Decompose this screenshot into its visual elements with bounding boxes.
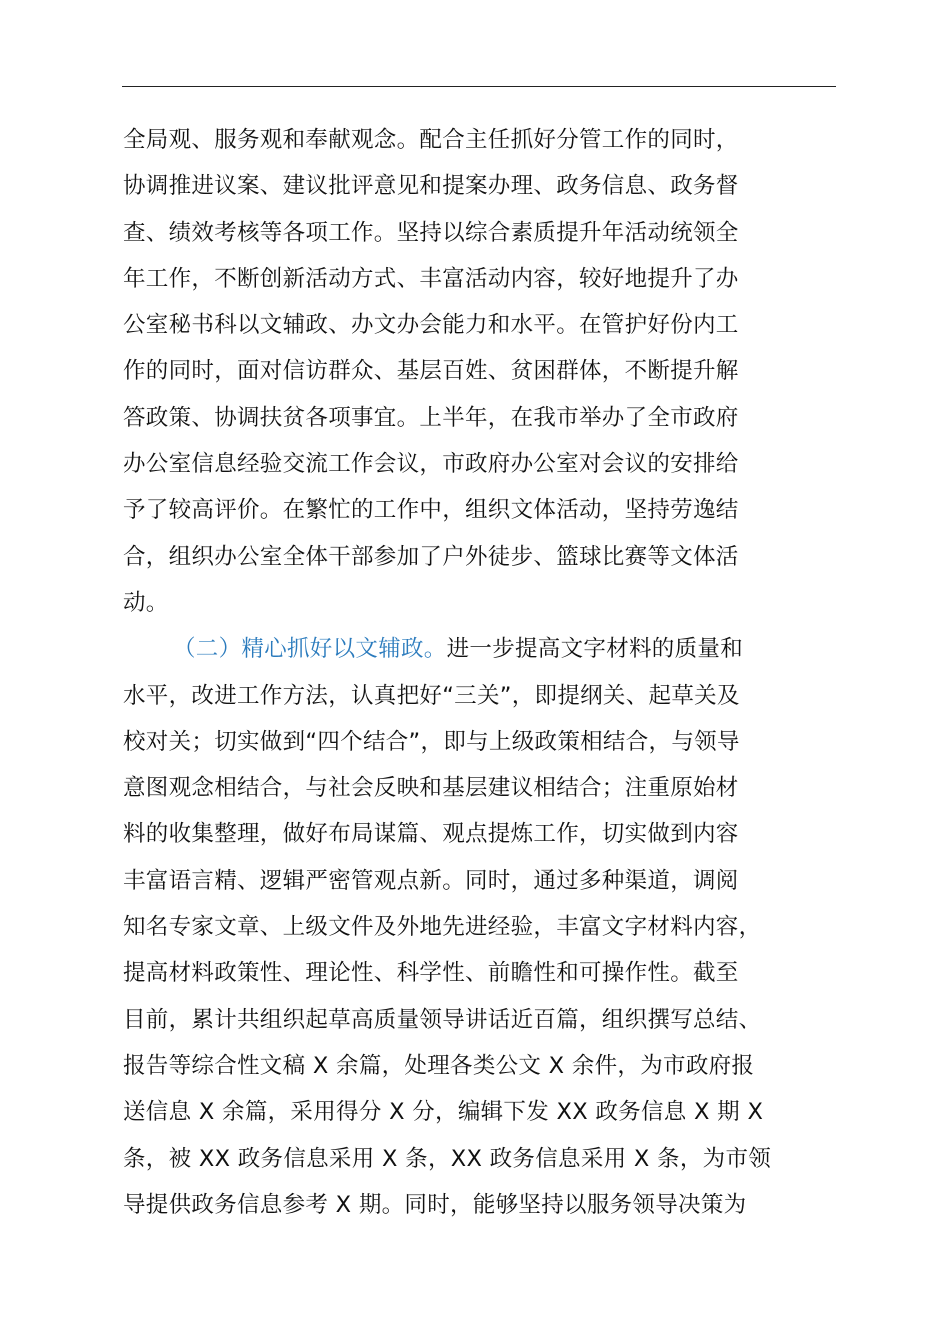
text-line: 丰富语言精、逻辑严密管观点新。同时，通过多种渠道，调阅 — [123, 867, 739, 894]
text-line: 答政策、协调扶贫各项事宜。上半年，在我市举办了全市政府 — [123, 404, 739, 431]
text-line: 查、绩效考核等各项工作。坚持以综合素质提升年活动统领全 — [123, 219, 739, 246]
text-line: 意图观念相结合，与社会反映和基层建议相结合；注重原始材 — [123, 775, 739, 802]
text-line: 报告等综合性文稿 X 余篇，处理各类公文 X 余件，为市政府报 — [123, 1052, 755, 1079]
text-line: 提高材料政策性、理论性、科学性、前瞻性和可操作性。截至 — [123, 960, 739, 987]
text-line: 条，被 XX 政务信息采用 X 条，XX 政务信息采用 X 条，为市领 — [123, 1145, 772, 1172]
text-line: 料的收集整理，做好布局谋篇、观点提炼工作，切实做到内容 — [123, 821, 739, 848]
text-line: 目前，累计共组织起草高质量领导讲话近百篇，组织撰写总结、 — [123, 1006, 762, 1033]
text-line: 予了较高评价。在繁忙的工作中，组织文体活动，坚持劳逸结 — [123, 497, 739, 524]
text-line: 全局观、服务观和奉献观念。配合主任抓好分管工作的同时， — [123, 127, 739, 153]
header-divider — [122, 86, 836, 87]
text-line: 办公室信息经验交流工作会议，市政府办公室对会议的安排给 — [123, 451, 739, 478]
body-text — [123, 117, 863, 1228]
text-line: 协调推进议案、建议批评意见和提案办理、政务信息、政务督 — [123, 173, 739, 200]
text-line: 校对关；切实做到“四个结合”，即与上级政策相结合，与领导 — [123, 728, 740, 755]
text-line: 送信息 X 余篇，采用得分 X 分，编辑下发 XX 政务信息 X 期 X — [123, 1099, 764, 1126]
text-line: 导提供政务信息参考 X 期。同时，能够坚持以服务领导决策为 — [123, 1191, 747, 1218]
text-line: 公室秘书科以文辅政、办文办会能力和水平。在管护好份内工 — [123, 312, 739, 339]
section-first-line-text: 进一步提高文字材料的质量和 — [446, 636, 744, 663]
text-line: 水平，改进工作方法，认真把好“三关”，即提纲关、起草关及 — [123, 682, 740, 709]
text-line: 作的同时，面对信访群众、基层百姓、贫困群体，不断提升解 — [123, 358, 739, 385]
section-heading: （二）精心抓好以文辅政。 — [173, 636, 447, 663]
text-line: 知名专家文章、上级文件及外地先进经验，丰富文字材料内容， — [123, 914, 762, 941]
text-line: 年工作，不断创新活动方式、丰富活动内容，较好地提升了办 — [123, 265, 739, 292]
text-line: 合，组织办公室全体干部参加了户外徒步、篮球比赛等文体活 — [123, 543, 739, 570]
text-line: 动。 — [123, 589, 169, 616]
section-first-line — [123, 626, 863, 672]
